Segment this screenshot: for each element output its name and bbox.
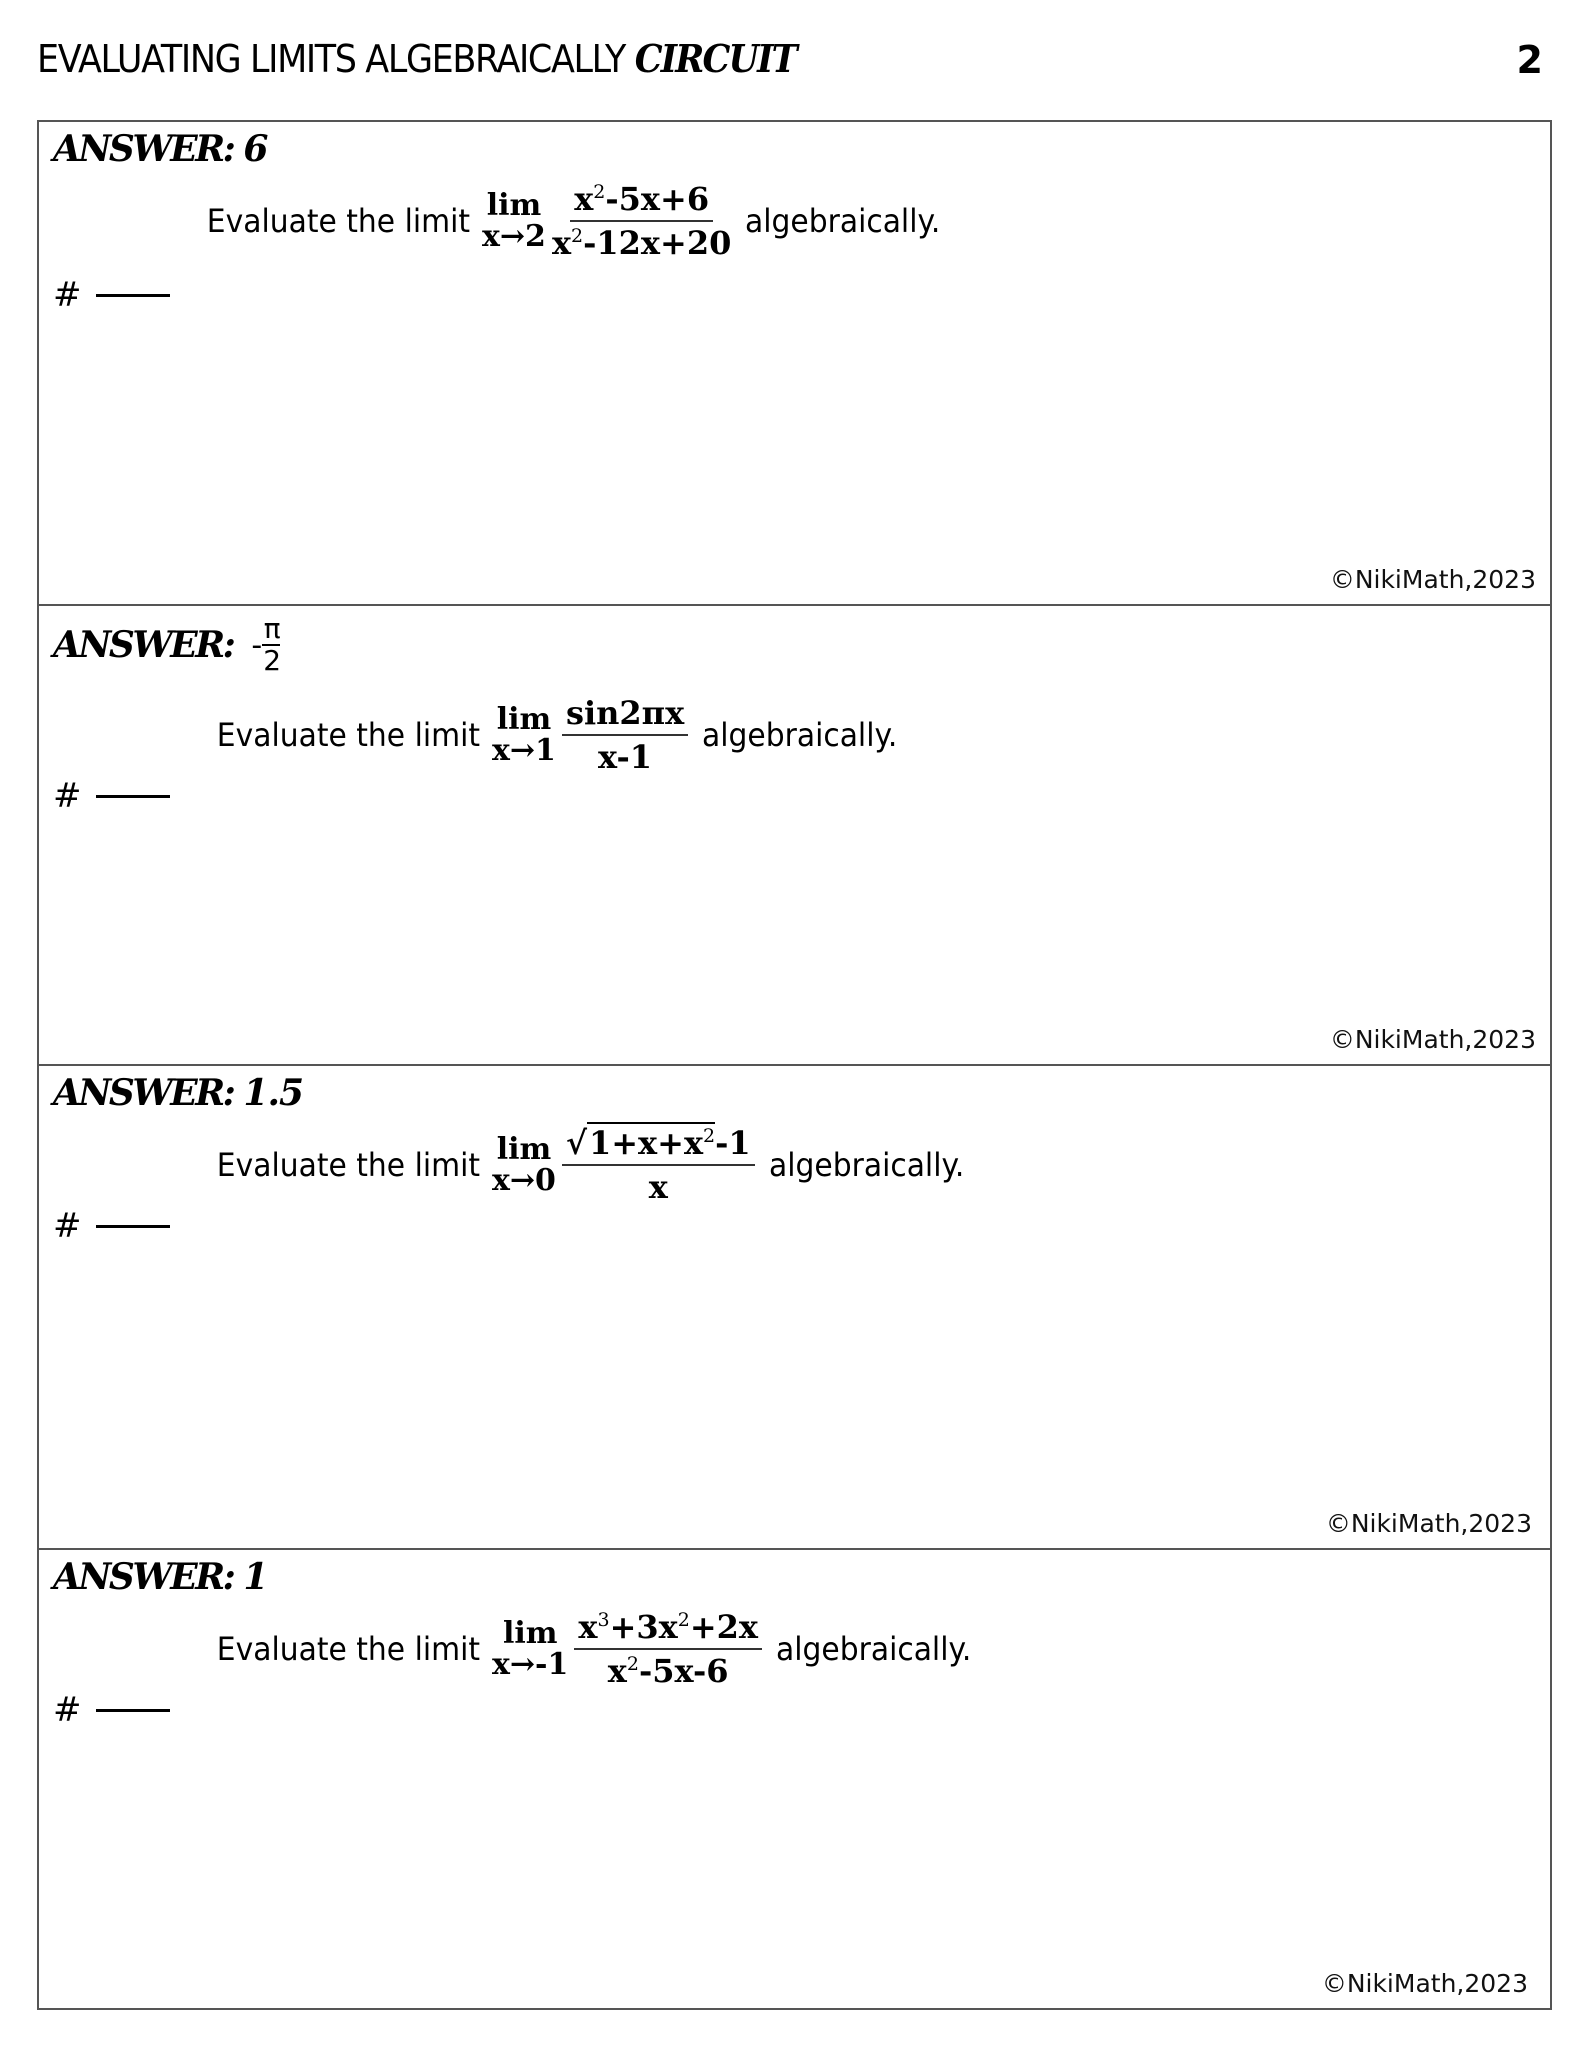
denominator: $x^2-5x-6$: [607, 1652, 729, 1690]
copyright: ©NikiMath,2023: [1329, 565, 1536, 594]
prompt-before: Evaluate the limit: [206, 202, 471, 240]
answer-label: ANSWER:: [53, 624, 234, 666]
question: [197, 1608, 986, 1690]
hash-symbol: #: [53, 275, 82, 315]
limit-operator: lim x→2: [482, 188, 546, 254]
numerator: $x^3+3x^2+2x$: [574, 1608, 762, 1650]
hash-symbol: #: [53, 1690, 82, 1730]
prompt-after: algebraically.: [768, 1146, 964, 1184]
answer-blank[interactable]: [53, 1206, 170, 1246]
copyright: ©NikiMath,2023: [1325, 1509, 1532, 1538]
question: [197, 1124, 979, 1206]
answer-blank[interactable]: [53, 1690, 170, 1730]
limit-operator: lim x→0: [492, 1132, 556, 1198]
title-accent: CIRCUIT: [634, 36, 796, 81]
question: [197, 694, 912, 776]
numerator: $x^2-5x+6$: [570, 180, 713, 222]
limit-subscript: x→-1: [492, 1647, 569, 1682]
prompt-after: algebraically.: [775, 1630, 972, 1668]
answer-header: [53, 1072, 303, 1114]
prompt-before: Evaluate the limit: [216, 1630, 481, 1668]
answer-value: - $\frac{\pi}{2}$: [251, 612, 279, 677]
denominator: $x^2-12x+20$: [551, 224, 732, 262]
prompt-before: Evaluate the limit: [216, 1146, 481, 1184]
title-text: EVALUATING LIMITS ALGEBRAICALLY: [37, 37, 626, 81]
blank-line: [96, 795, 170, 798]
fraction: [574, 1608, 762, 1690]
limit-operator: lim x→-1: [492, 1616, 569, 1682]
blank-line: [96, 1225, 170, 1228]
fraction: [562, 694, 688, 776]
hash-symbol: #: [53, 776, 82, 816]
limit-subscript: x→1: [492, 733, 556, 768]
answer-label: ANSWER:: [53, 128, 234, 170]
blank-line: [96, 1709, 170, 1712]
numerator: sin2πx: [562, 694, 688, 736]
prompt-after: algebraically.: [745, 202, 941, 240]
answer-value: 6: [243, 128, 268, 170]
answer-header: [53, 1556, 267, 1598]
prompt-after: algebraically.: [702, 716, 898, 754]
limit-subscript: x→0: [492, 1163, 556, 1198]
limit-operator: lim x→1: [492, 702, 556, 768]
numerator: $√1+x+x^2-1$: [562, 1124, 755, 1166]
worksheet: [37, 120, 1552, 2010]
square-root: $1+x+x^2$: [588, 1124, 716, 1162]
problem-card-4: [39, 1550, 1550, 2008]
page-number: 2: [1516, 38, 1543, 82]
answer-header: [53, 128, 267, 170]
answer-blank[interactable]: [53, 776, 170, 816]
problem-card-2: [39, 606, 1550, 1066]
question: [187, 180, 955, 262]
answer-label: ANSWER:: [53, 1072, 234, 1114]
fraction: [562, 1124, 755, 1206]
answer-value: 1.5: [243, 1072, 304, 1114]
limit-subscript: x→2: [482, 219, 546, 254]
denominator: x: [648, 1168, 668, 1206]
blank-line: [96, 294, 170, 297]
problem-card-3: [39, 1066, 1550, 1550]
answer-blank[interactable]: [53, 275, 170, 315]
prompt-before: Evaluate the limit: [216, 716, 481, 754]
hash-symbol: #: [53, 1206, 82, 1246]
fraction: [552, 180, 731, 262]
page-title: [37, 36, 796, 81]
copyright: ©NikiMath,2023: [1321, 1969, 1528, 1998]
denominator: x-1: [598, 738, 653, 776]
answer-value: 1: [243, 1556, 268, 1598]
answer-header: [53, 614, 280, 676]
answer-label: ANSWER:: [53, 1556, 234, 1598]
problem-card-1: [39, 122, 1550, 606]
copyright: ©NikiMath,2023: [1329, 1025, 1536, 1054]
